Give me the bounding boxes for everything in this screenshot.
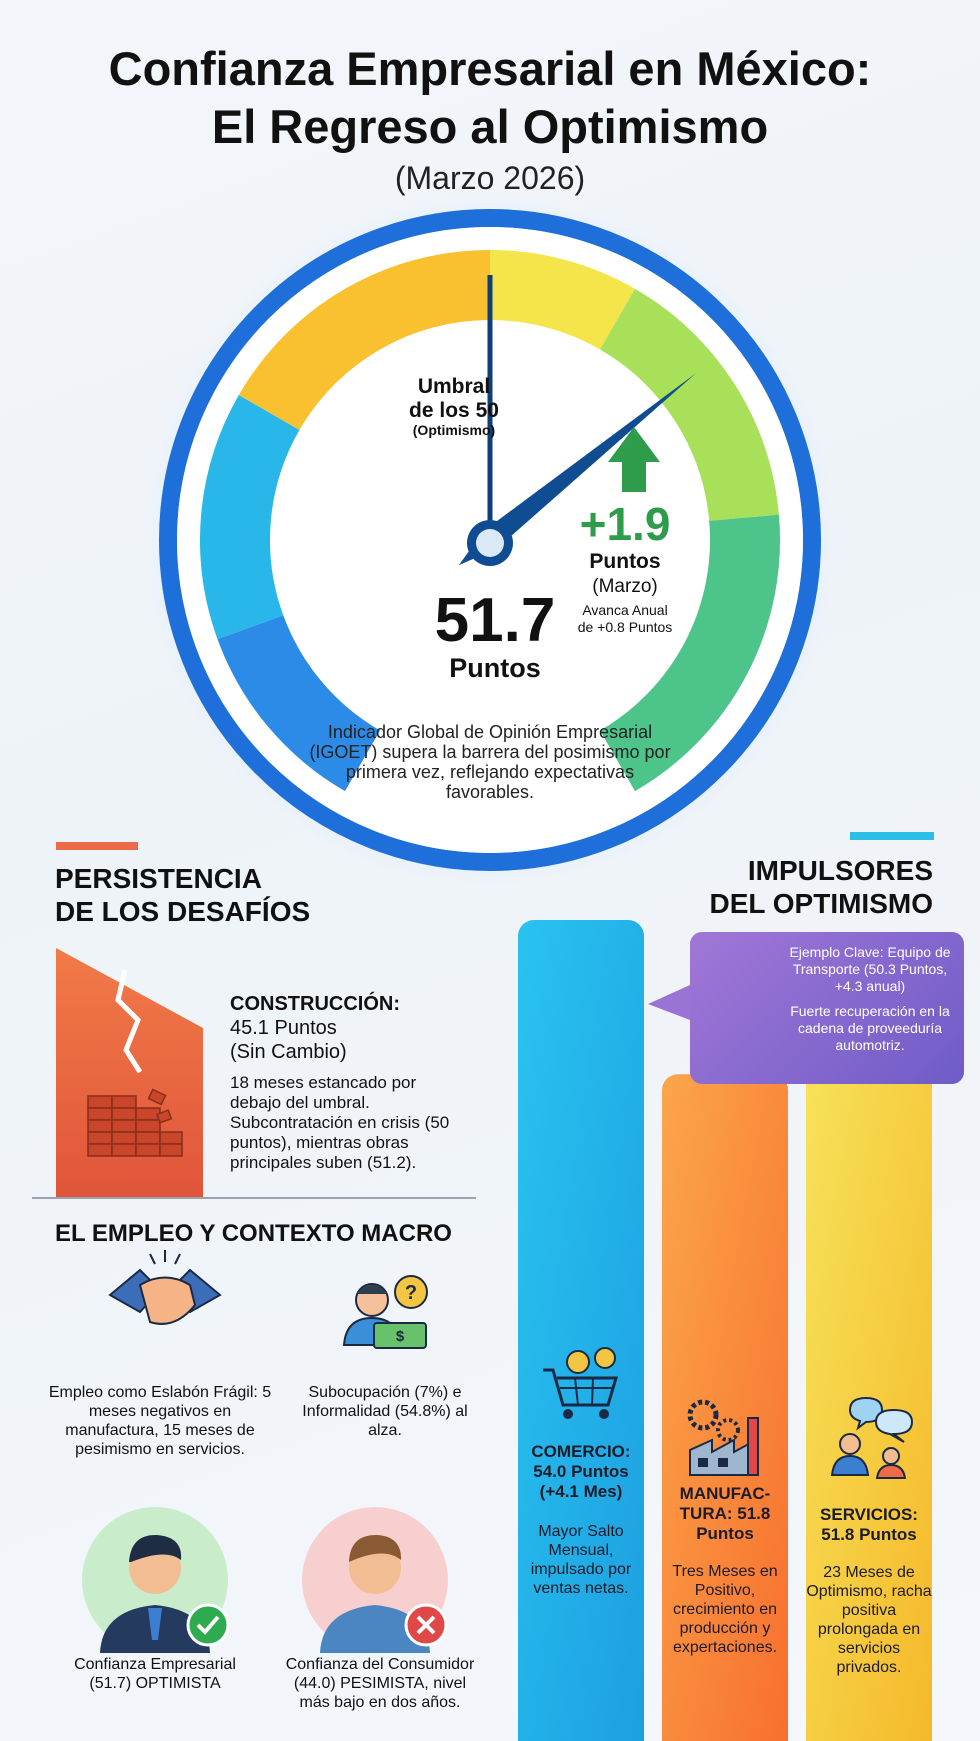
consumer-confidence-caption: Confianza del Consumidor (44.0) PESIMISTA, nivel más bajo en dos años. [285, 1656, 475, 1711]
title-line-2: El Regreso al Optimismo [211, 100, 769, 153]
annual-change-line-1: Avanca Anual [582, 602, 668, 618]
section-divider [32, 1197, 476, 1199]
challenges-title-line-1: PERSISTENCIA [55, 863, 262, 894]
manufacturing-description: Tres Meses en Positivo, crecimiento en producción y expertaciones. [672, 1563, 778, 1656]
monthly-delta: +1.9 [579, 498, 671, 550]
callout-description: Fuerte recuperación en la cadena de proveeduría automotriz. [790, 1003, 950, 1053]
macro-title: EL EMPLEO Y CONTEXTO MACRO [55, 1220, 452, 1247]
gauge-segment-cyan [235, 413, 269, 628]
commerce-bar [518, 920, 644, 1741]
gauge-value: 51.7 [434, 586, 556, 655]
businessman-check-icon [82, 1507, 228, 1653]
challenges-title-line-2: DE LOS DESAFÍOS [55, 896, 311, 927]
monthly-delta-period: (Marzo) [592, 576, 658, 597]
consumer-cross-icon [302, 1507, 448, 1653]
annual-change-line-2: de +0.8 Puntos [577, 619, 673, 635]
handshake-icon [110, 1250, 220, 1324]
callout-heading: Ejemplo Clave: Equipo de Transporte (50.3 Puntos, +4.3 anual) [789, 944, 951, 994]
page-title [0, 40, 980, 156]
challenges-title [55, 862, 455, 928]
gauge-value-unit: Puntos [449, 653, 541, 683]
worker-question-icon [344, 1276, 427, 1348]
construction-heading: CONSTRUCCIÓN: [230, 993, 400, 1015]
svg-text:?: ? [404, 1282, 418, 1304]
gauge-segment-yellow [490, 285, 618, 319]
commerce-description: Mayor Salto Mensual, impulsado por ventas netas. [530, 1523, 632, 1597]
employment-caption: Empleo como Eslabón Frágil: 5 meses negativos en manufactura, 15 meses de pesimismo en servicios. [48, 1384, 272, 1458]
monthly-delta-unit: Puntos [589, 550, 661, 573]
title-line-1: Confianza Empresarial en México: [108, 42, 872, 95]
business-confidence-caption: Confianza Empresarial (51.7) OPTIMISTA [74, 1656, 236, 1692]
drivers-title-line-1: IMPULSORES [747, 855, 933, 886]
services-label: SERVICIOS: 51.8 Puntos [820, 1505, 918, 1544]
construction-wall-icon [56, 948, 203, 1197]
threshold-label-line-2: de los 50 [409, 399, 499, 422]
underemployment-caption: Subocupación (7%) e Informalidad (54.8%) al alza. [302, 1384, 468, 1439]
construction-value [230, 1016, 490, 1064]
gauge-description: Indicador Global de Opinión Empresarial (IGOET) supera la barrera del posimismo por primera vez, reflejando expectativas favorables. [309, 722, 671, 802]
drivers-accent-bar [850, 832, 934, 840]
drivers-title-line-2: DEL OPTIMISMO [709, 888, 933, 919]
date-subtitle: (Marzo 2026) [394, 160, 586, 196]
construction-value-line-2: (Sin Cambio) [230, 1041, 347, 1063]
manufacturing-label: MANUFAC-TURA: 51.8 Puntos [679, 1484, 771, 1543]
needle-hub-center [476, 529, 504, 557]
threshold-label [384, 375, 524, 423]
threshold-label-line-1: Umbral [417, 375, 491, 398]
services-description: 23 Meses de Optimismo, racha positiva prolongada en servicios privados. [806, 1564, 932, 1676]
svg-text:$: $ [395, 1328, 405, 1345]
construction-description: 18 meses estancado por debajo del umbral. Subcontratación en crisis (50 puntos), mientras obras principales suben (51.2). [230, 1073, 450, 1172]
drivers-title [640, 854, 933, 920]
callout-pointer [648, 985, 690, 1020]
commerce-label: COMERCIO: 54.0 Puntos (+4.1 Mes) [531, 1442, 631, 1501]
construction-value-line-1: 45.1 Puntos [230, 1017, 337, 1039]
threshold-note: (Optimismo) [412, 422, 496, 438]
challenges-accent-bar [56, 842, 138, 850]
annual-change [560, 602, 690, 636]
